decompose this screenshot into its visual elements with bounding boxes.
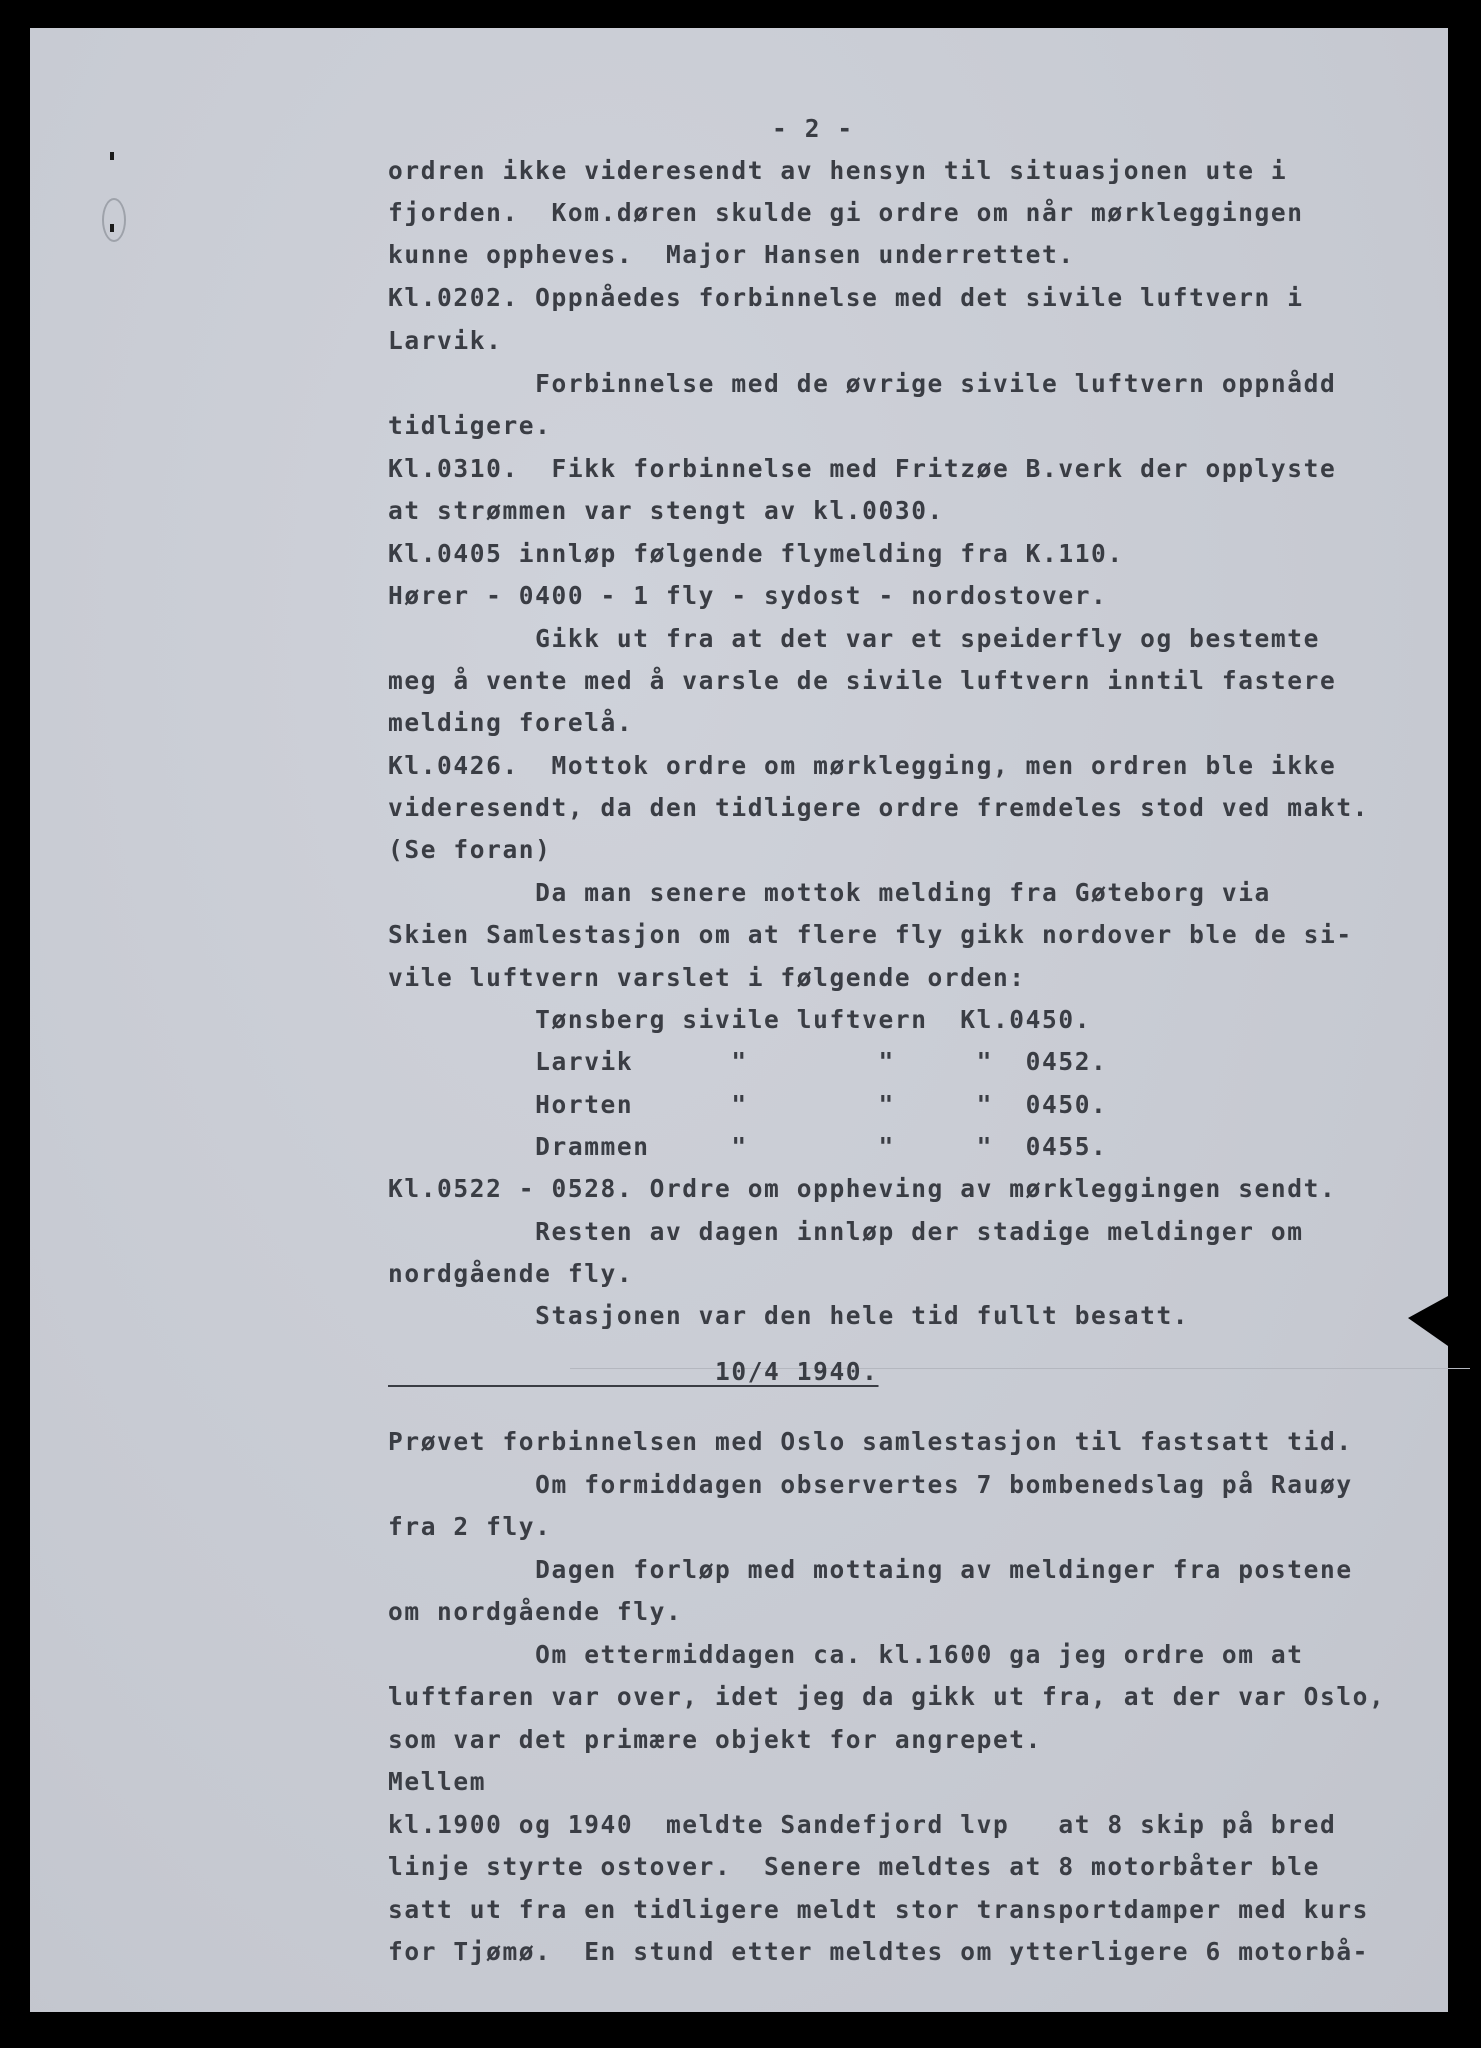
text-line: fra 2 fly. bbox=[388, 1512, 552, 1541]
text-line: Kl.0522 - 0528. Ordre om oppheving av mørkleggingen sendt. bbox=[388, 1174, 1337, 1203]
text-line: vile luftvern varslet i følgende orden: bbox=[388, 963, 1026, 992]
text-line: videresendt, da den tidligere ordre fremdeles stod ved makt. bbox=[388, 793, 1370, 822]
text-line: Larvik. bbox=[388, 326, 503, 355]
text-line: satt ut fra en tidligere meldt stor transportdamper med kurs bbox=[388, 1895, 1370, 1924]
text-line: Kl.0202. Oppnåedes forbinnelse med det sivile luftvern i bbox=[388, 283, 1304, 312]
text-line: Mellem bbox=[388, 1767, 487, 1796]
text-line: Gikk ut fra at det var et speiderfly og bestemte bbox=[388, 624, 1320, 653]
text-line: linje styrte ostover. Senere meldtes at 8 motorbåter ble bbox=[388, 1852, 1320, 1881]
text-line: Kl.0426. Mottok ordre om mørklegging, men ordren ble ikke bbox=[388, 751, 1337, 780]
text-line: (Se foran) bbox=[388, 835, 552, 864]
text-line: Stasjonen var den hele tid fullt besatt. bbox=[388, 1301, 1190, 1330]
text-line: Forbinnelse med de øvrige sivile luftvern oppnådd bbox=[388, 369, 1337, 398]
text-line: Kl.0405 innløp følgende flymelding fra K.110. bbox=[388, 539, 1124, 568]
text-line: som var det primære objekt for angrepet. bbox=[388, 1725, 1043, 1754]
text-line: Kl.0310. Fikk forbinnelse med Fritzøe B.verk der opplyste bbox=[388, 454, 1337, 483]
text-line: Larvik " " " 0452. bbox=[388, 1047, 1108, 1076]
text-line: Drammen " " " 0455. bbox=[388, 1132, 1108, 1161]
text-line: Dagen forløp med mottaing av meldinger fra postene bbox=[388, 1555, 1353, 1584]
text-line: Om ettermiddagen ca. kl.1600 ga jeg ordre om at bbox=[388, 1640, 1304, 1669]
text-line: Skien Samlestasjon om at flere fly gikk nordover ble de si- bbox=[388, 920, 1353, 949]
text-line: kunne oppheves. Major Hansen underrettet. bbox=[388, 240, 1075, 269]
text-line: Prøvet forbinnelsen med Oslo samlestasjon til fastsatt tid. bbox=[388, 1427, 1353, 1456]
text-line: om nordgående fly. bbox=[388, 1597, 683, 1626]
text-line: at strømmen var stengt av kl.0030. bbox=[388, 496, 944, 525]
text-line: for Tjømø. En stund etter meldtes om ytterligere 6 motorbå- bbox=[388, 1937, 1370, 1966]
text-line: nordgående fly. bbox=[388, 1259, 634, 1288]
text-line: meg å vente med å varsle de sivile luftvern inntil fastere bbox=[388, 666, 1337, 695]
text-line: Da man senere mottok melding fra Gøteborg via bbox=[388, 878, 1271, 907]
text-line: Hører - 0400 - 1 fly - sydost - nordostover. bbox=[388, 581, 1108, 610]
text-line: luftfaren var over, idet jeg da gikk ut fra, at der var Oslo, bbox=[388, 1682, 1386, 1711]
text-line: Om formiddagen observertes 7 bombenedslag på Rauøy bbox=[388, 1470, 1353, 1499]
text-line: Resten av dagen innløp der stadige meldinger om bbox=[388, 1217, 1304, 1246]
text-line: melding forelå. bbox=[388, 708, 634, 737]
text-line: fjorden. Kom.døren skulde gi ordre om når mørkleggingen bbox=[388, 198, 1304, 227]
page-number: - 2 - bbox=[772, 114, 854, 143]
text-line: kl.1900 og 1940 meldte Sandefjord lvp at 8 skip på bred bbox=[388, 1810, 1337, 1839]
text-line: tidligere. bbox=[388, 411, 552, 440]
text-line: Horten " " " 0450. bbox=[388, 1090, 1108, 1119]
date-heading: 10/4 1940. bbox=[388, 1357, 879, 1386]
text-line: Tønsberg sivile luftvern Kl.0450. bbox=[388, 1005, 1092, 1034]
text-line: ordren ikke videresendt av hensyn til situasjonen ute i bbox=[388, 156, 1288, 185]
